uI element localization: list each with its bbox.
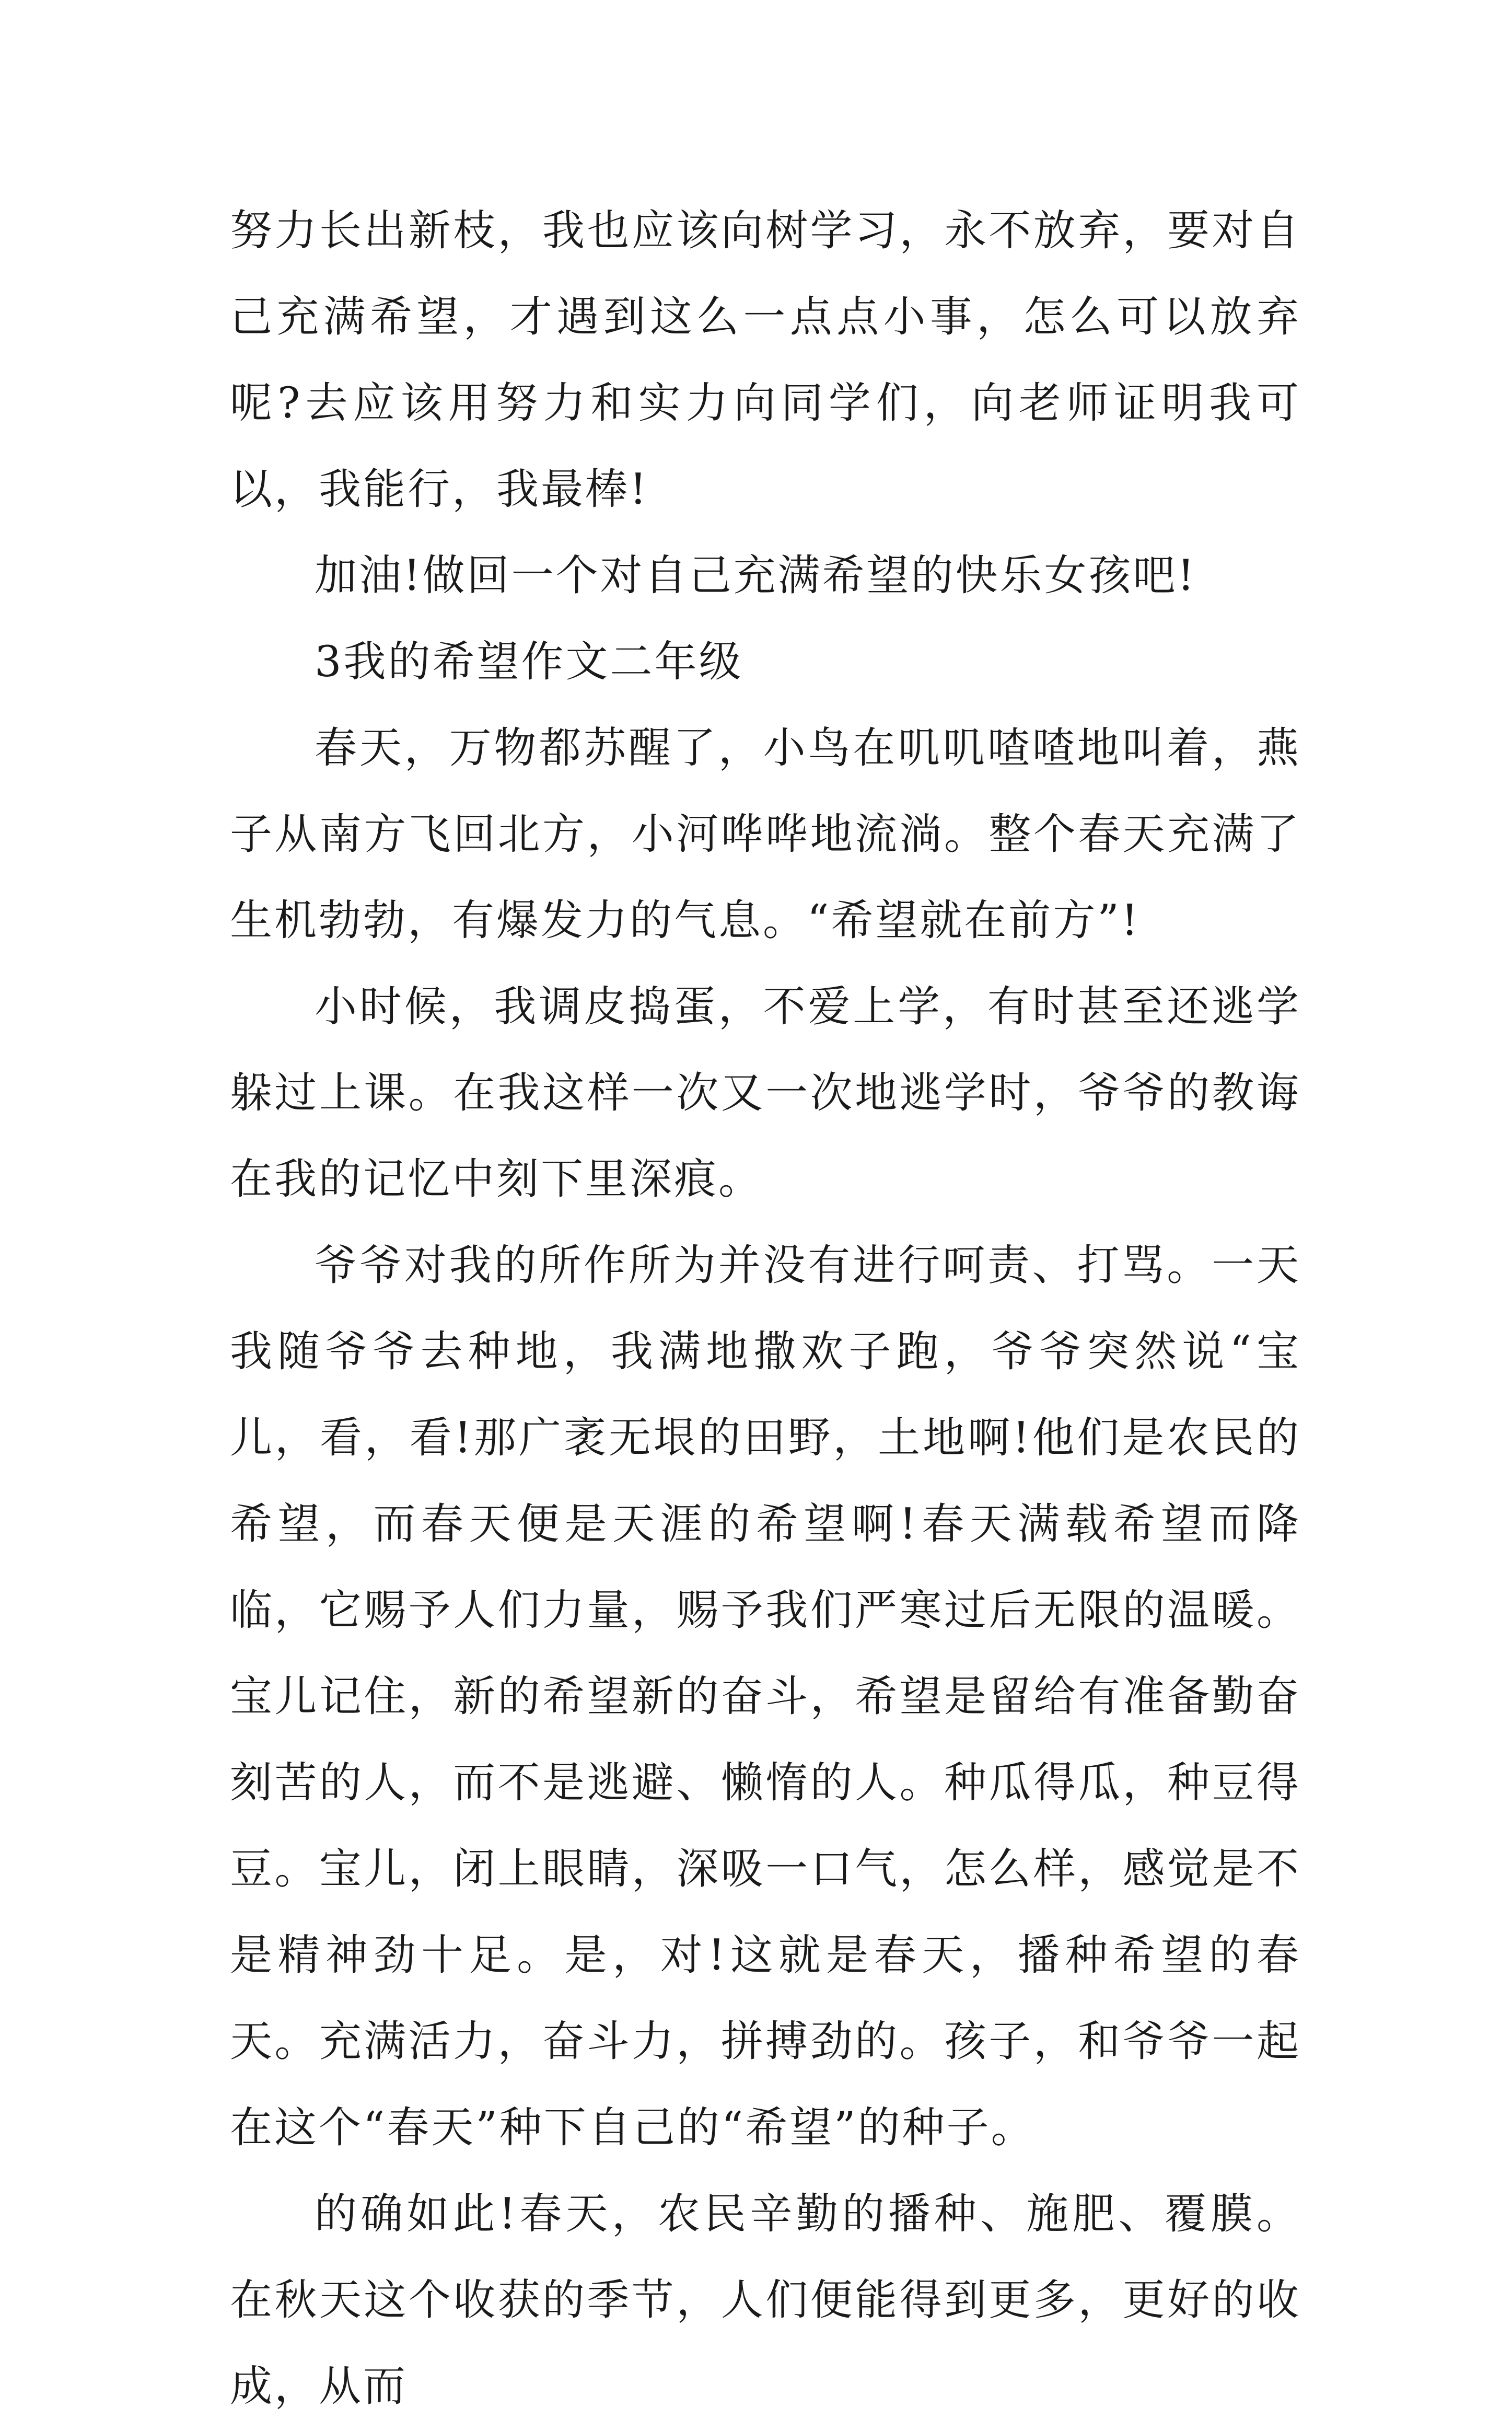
section-heading: 3我的希望作文二年级 <box>315 638 743 687</box>
document-body <box>230 188 1301 2430</box>
paragraph-continued: 努力长出新枝，我也应该向树学习，永不放弃，要对自己充满希望，才遇到这么一点点小事，怎么可以放弃呢?去应该用努力和实力向同学们，向老师证明我可以，我能行，我最棒! <box>230 206 1301 514</box>
paragraph-harvest: 的确如此!春天，农民辛勤的播种、施肥、覆膜。在秋天这个收获的季节，人们便能得到更多，更好的收成，从而 <box>230 2190 1301 2411</box>
paragraph-grandpa: 爷爷对我的所作所为并没有进行呵责、打骂。一天我随爷爷去种地，我满地撒欢子跑，爷爷突然说“宝儿，看，看!那广袤无垠的田野，土地啊!他们是农民的希望，而春天便是天涯的希望啊!春天满载希望而降临，它赐予人们力量，赐予我们严寒过后无限的温暖。宝儿记住，新的希望新的奋斗，希望是留给有准备勤奋刻苦的人，而不是逃避、懒惰的人。种瓜得瓜，种豆得豆。宝儿，闭上眼睛，深吸一口气，怎么样，感觉是不是精神劲十足。是，对!这就是春天，播种希望的春天。充满活力，奋斗力，拼搏劲的。孩子，和爷爷一起在这个“春天”种下自己的“希望”的种子。 <box>230 1241 1301 2153</box>
paragraph-cheer: 加油!做回一个对自己充满希望的快乐女孩吧! <box>315 551 1197 600</box>
paragraph-childhood: 小时候，我调皮捣蛋，不爱上学，有时甚至还逃学躲过上课。在我这样一次又一次地逃学时，爷爷的教诲在我的记忆中刻下里深痕。 <box>230 982 1301 1204</box>
paragraph-spring: 春天，万物都苏醒了，小鸟在叽叽喳喳地叫着，燕子从南方飞回北方，小河哗哗地流淌。整个春天充满了生机勃勃，有爆发力的气息。“希望就在前方”! <box>230 724 1301 945</box>
